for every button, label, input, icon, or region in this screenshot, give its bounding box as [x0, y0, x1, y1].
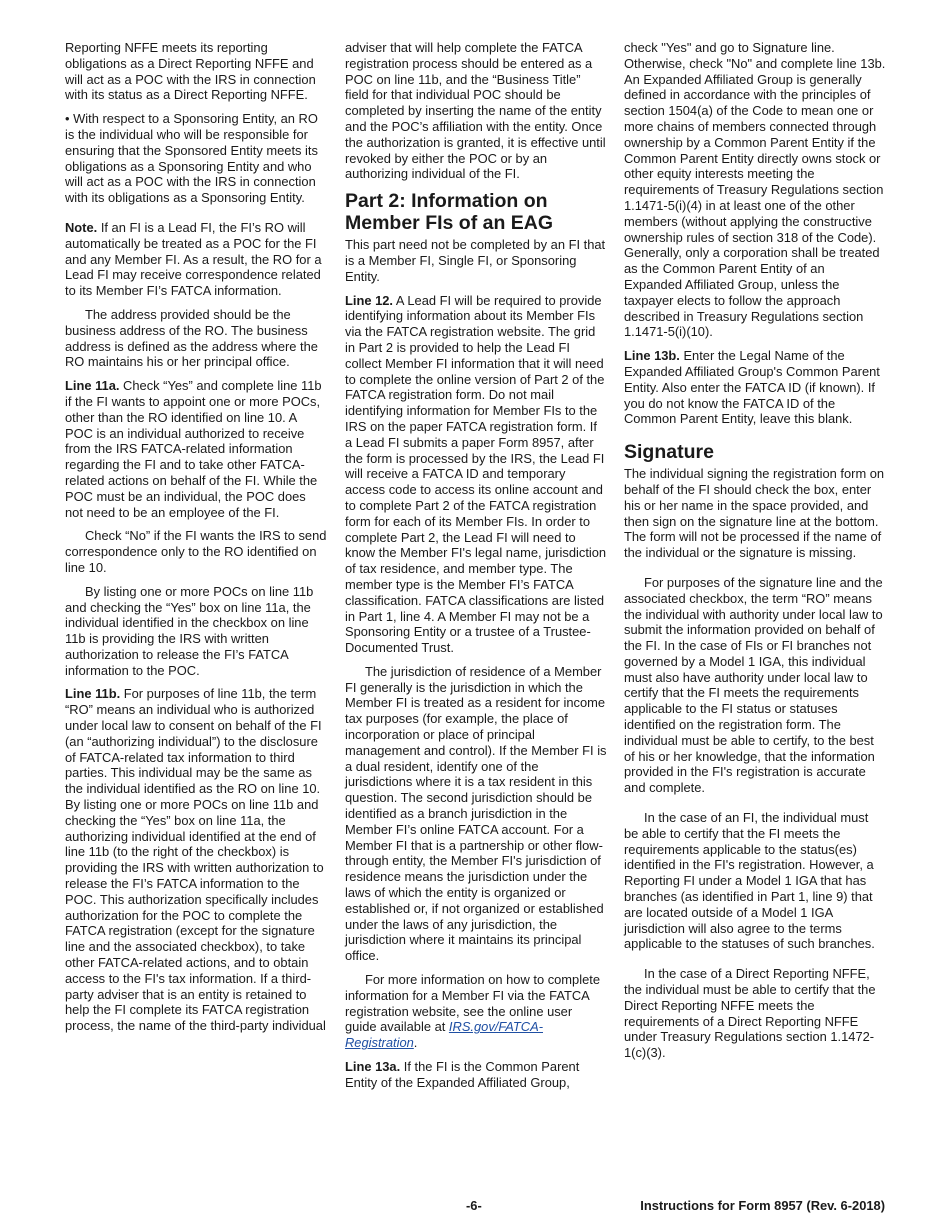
signature-heading: Signature: [624, 441, 714, 464]
part-2-heading: Part 2: Information on Member FIs of an EAG: [345, 190, 554, 235]
note-paragraph: [65, 220, 327, 299]
line-12-label: Line 12.: [345, 292, 394, 308]
more-info-text: For more information on how to complete information for a Member FI via the FATCA registration website, see the online user guide available at: [345, 972, 601, 1035]
line-11a-text: Check “Yes” and complete line 11b if the FI wants to appoint one or more POCs, other than the RO identified on line 10. A POC is an individual authorized to receive from the IRS FATCA-related information regarding the FI and to take other FATCA-related actions on behalf of the FI. While the POC must be an individual, the POC does not need to be an employee of the FI.: [65, 378, 322, 520]
form-title-footer: Instructions for Form 8957 (Rev. 6-2018): [640, 1198, 885, 1213]
paragraph-listing-pocs: By listing one or more POCs on line 11b and checking the “Yes” box on line 11a, the individual identified in the checkbox on line 11b is providing the IRS with written authorization to release the FI’s FATCA information to the POC.: [65, 583, 314, 678]
paragraph-case-of-direct-reporting-nffe: In the case of a Direct Reporting NFFE, the individual must be able to certify that the Direct Reporting NFFE meets the requirements of a Direct Reporting NFFE under Treasury Regulations section 1.1472-1(c)(3).: [624, 966, 876, 1061]
more-info-end: .: [413, 1035, 418, 1051]
fatca-registration-link[interactable]: IRS.gov/FATCA-Registration: [345, 1019, 543, 1051]
line-13b-text: Enter the Legal Name of the Expanded Affiliated Group's Common Parent Entity. Also enter the FATCA ID (if known). If you do not know the FATCA ID of the Common Parent Entity, leave this blank.: [624, 348, 880, 427]
line-13a-paragraph: [345, 1059, 607, 1091]
line-11b-label: Line 11b.: [65, 686, 121, 702]
line-11a-label: Line 11a.: [65, 378, 120, 394]
line-13b-label: Line 13b.: [624, 348, 680, 364]
column-left: [65, 40, 327, 1034]
line-11b-text: For purposes of line 11b, the term “RO” means an individual who is authorized under local law to consent on behalf of the FI (an “authorizing individual”) to the disclosure of FATCA-related tax information to third parties. This individual may be the same as the individual identified as the RO on line 10. By listing one or more POCs on line 11b and checking the “Yes” box on line 11a, the authorizing individual identified at the end of line 11b (to the right of the checkbox) is providing the IRS with written authorization to release the FI’s FATCA information to the POC. This authorization specifically includes authorization for the POC to complete the FATCA registration (except for the signature line and the associated checkbox), to take other FATCA-related actions, and to obtain access to the FI's tax information. If a third-party adviser that is an entity is retained to help the FI complete its FATCA registration process, the name of the third-party individual: [65, 686, 326, 1034]
paragraph-more-information: [345, 972, 607, 1051]
bullet-sponsoring-entity: • With respect to a Sponsoring Entity, an RO is the individual who will be responsible for ensuring that the Sponsored Entity meets its obligations as a Sponsoring Entity and who will act as a POC with the IRS in connection with its obligations as a Sponsoring Entity.: [65, 111, 318, 206]
paragraph-signing-individual: The individual signing the registration form on behalf of the FI should check the box, enter his or her name in the space provided, and then sign on the signature line at the bottom. The form will not be processed if the name of the individual or the signature is missing.: [624, 466, 885, 561]
note-label: Note.: [65, 219, 98, 235]
paragraph-part-2-intro: This part need not be completed by an FI that is a Member FI, Single FI, or Sponsoring Entity.: [345, 237, 606, 284]
paragraph-jurisdiction: The jurisdiction of residence of a Member FI generally is the jurisdiction in which the Member FI is treated as a resident for income tax purposes (for example, the place of incorporation or place of principal management and control). If the Member FI is a dual resident, identify one of the jurisdictions where it is a tax resident in this question. The second jurisdiction should be identified as a branch jurisdiction in the Member FI’s online FATCA account. For a Member FI that is a partnership or other flow-through entity, the Member FI's jurisdiction of residence means the jurisdiction under the laws of which the entity is organized or established or, if not organized or established under the laws of any jurisdiction, the jurisdiction where it maintains its principal office.: [345, 663, 607, 964]
paragraph-third-party-adviser: adviser that will help complete the FATCA registration process should be entered as a POC on line 11b, and the “Business Title” field for that individual POC should be completed by inserting the name of the entity and the POC’s affiliation with the entity. Once the authorization is granted, it is effective until revoked by either the POC or by an authorizing individual of the FI.: [345, 40, 606, 182]
paragraph-case-of-fi: In the case of an FI, the individual must be able to certify that the FI meets the requirements applicable to the status(es) identified in the FI's registration. However, a Reporting FI under a Model 1 IGA that has branches (as identified in Part 1, line 9) that are located outside of a Model 1 IGA jurisdiction will also agree to the terms applicable to the statuses of such branches.: [624, 810, 875, 952]
column-right: [624, 40, 886, 1061]
page-number: -6-: [466, 1198, 482, 1213]
paragraph-expanded-affiliated-group: check "Yes" and go to Signature line. Otherwise, check "No" and complete line 13b. An Expanded Affiliated Group is generally defined in accordance with the principles of section 1504(a) of the Code to mean one or more chains of members connected through ownership by a Common Parent Entity if the Common Parent Entity directly owns stock or other equity interests meeting the requirements of Treasury Regulations section 1.1471-5(i)(4) in at least one of the other members (without applying the constructive ownership rules of section 318 of the Code). Generally, only a corporation shall be treated as the Common Parent Entity of an Expanded Affiliated Group, unless the taxpayer elects to follow the approach described in Treasury Regulations section 1.1471-5(i)(10).: [624, 40, 886, 340]
line-12-text: A Lead FI will be required to provide identifying information about its Member FIs via the FATCA registration website. The grid in Part 2 is provided to help the Lead FI collect Member FI information that it will need to complete the online version of Part 2 of the FATCA registration form. Do not mail identifying information for Member FIs to the IRS on the paper FATCA registration form. If a Lead FI submits a paper Form 8957, after the form is processed by the IRS, the Lead FI will receive a FATCA ID and temporary access code to access its online account and to complete Part 2 of the FATCA registration form for each of its Member FIs. In order to complete Part 2, the Lead FI will need to know the Member FI's legal name, jurisdiction of tax residence, and member type. The member type is the Member FI’s FATCA classification. FATCA classifications are listed in Part 1, line 4. A Member FI may not be a Sponsoring Entity or a trustee of a Trustee-Documented Trust.: [345, 292, 607, 656]
column-middle: [345, 40, 607, 1091]
line-13a-text: If the FI is the Common Parent Entity of the Expanded Affiliated Group,: [345, 1059, 580, 1090]
line-13a-label: Line 13a.: [345, 1059, 401, 1075]
line-11b-paragraph: [65, 686, 327, 1034]
paragraph-check-no: Check “No” if the FI wants the IRS to send correspondence only to the RO identified on line 10.: [65, 528, 327, 575]
paragraph-direct-reporting-nffe: Reporting NFFE meets its reporting obligations as a Direct Reporting NFFE and will act as a POC with the IRS in connection with its status as a Direct Reporting NFFE.: [65, 40, 316, 103]
paragraph-business-address: The address provided should be the business address of the RO. The business address is defined as the address where the RO maintains his or her principal office.: [65, 306, 318, 370]
note-text: If an FI is a Lead FI, the FI’s RO will automatically be treated as a POC for the FI and any Member FI. As a result, the RO for a Lead FI may receive correspondence related to its Member FI’s FATCA information.: [65, 219, 322, 299]
line-11a-paragraph: [65, 378, 327, 520]
line-12-paragraph: [345, 293, 607, 656]
line-13b-paragraph: [624, 348, 886, 427]
paragraph-ro-definition: For purposes of the signature line and the associated checkbox, the term “RO” means the individual with authority under local law to submit the information provided on behalf of the FI. In the case of FIs or FI branches not governed by a Model 1 IGA, this individual must also have authority under local law to certify that the FI meets the requirements applicable to the FI status or statuses identified on the registration form. The individual must be able to certify, to the best of his or her knowledge, that the information provided in the FI's registration is accurate and complete.: [624, 574, 883, 796]
